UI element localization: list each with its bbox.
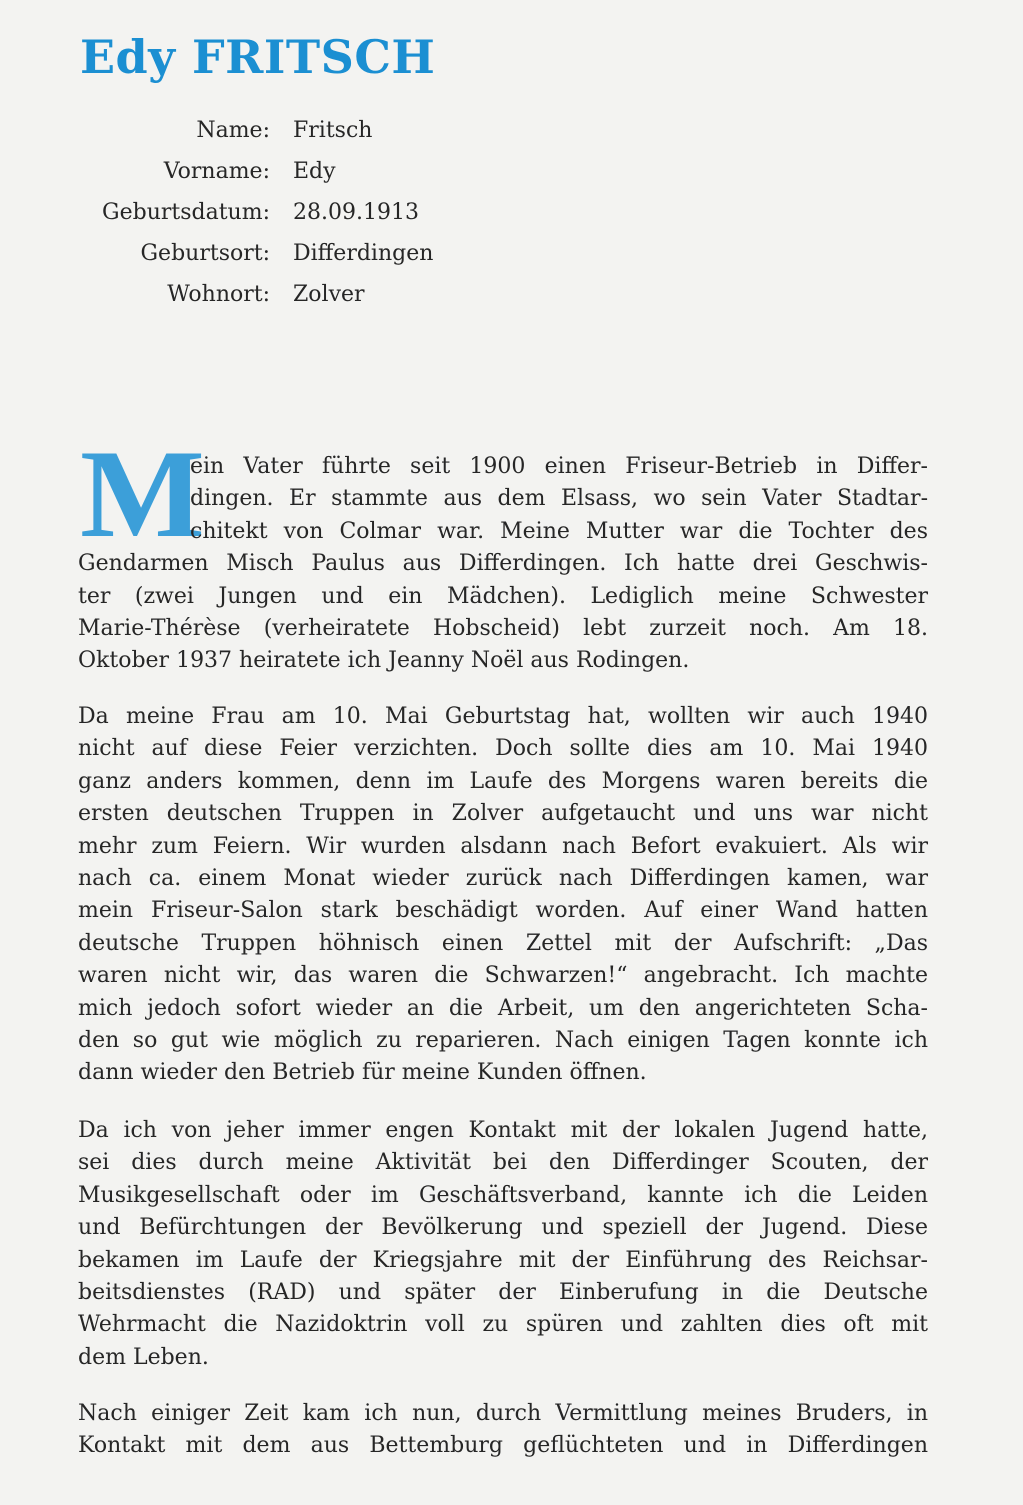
text-line: nicht auf diese Feier verzichten. Doch sollte dies am 10. Mai 1940 <box>78 736 928 762</box>
info-value: Zolver <box>293 282 365 307</box>
text-line: und Befürchtungen der Bevölkerung und speziell der Jugend. Diese <box>78 1215 928 1241</box>
info-label: Geburtsdatum: <box>102 200 270 225</box>
info-row <box>0 159 600 195</box>
drop-cap: M <box>80 425 205 564</box>
info-label: Vorname: <box>163 159 270 184</box>
text-line: Nach einiger Zeit kam ich nun, durch Vermittlung meines Bruders, in <box>78 1401 928 1426</box>
text-line: nach ca. einem Monat wieder zurück nach Differdingen kamen, war <box>78 866 928 891</box>
info-value: 28.09.1913 <box>293 200 419 225</box>
text-line: deutsche Truppen höhnisch einen Zettel mit der Aufschrift: „Das <box>78 930 928 956</box>
text-line: ersten deutschen Truppen in Zolver aufgetaucht und uns war nicht <box>78 801 928 827</box>
text-line: Wehrmacht die Nazidoktrin voll zu spüren und zahlten dies oft mit <box>78 1312 928 1338</box>
text-line: Da meine Frau am 10. Mai Geburtstag hat, wollten wir auch 1940 <box>78 704 928 729</box>
info-value: Differdingen <box>293 241 434 266</box>
text-line: chitekt von Colmar war. Meine Mutter war die Tochter des <box>190 518 928 544</box>
text-line: Da ich von jeher immer engen Kontakt mit der lokalen Jugend hatte, <box>78 1118 928 1143</box>
text-line: ein Vater führte seit 1900 einen Friseur-Betrieb in Differ- <box>190 454 928 479</box>
text-line: waren nicht wir, das waren die Schwarzen!“ angebracht. Ich machte <box>78 963 928 989</box>
info-row <box>0 118 600 154</box>
info-label: Geburtsort: <box>140 241 270 266</box>
text-line: dem Leben. <box>78 1344 209 1370</box>
text-line: sei dies durch meine Aktivität bei den Differdinger Scouten, der <box>78 1150 928 1176</box>
text-line: mehr zum Feiern. Wir wurden alsdann nach Befort evakuiert. Als wir <box>78 833 928 859</box>
text-line: Gendarmen Misch Paulus aus Differdingen. Ich hatte drei Geschwis- <box>78 551 928 577</box>
text-line: dingen. Er stammte aus dem Elsass, wo sein Vater Stadtar- <box>190 486 928 512</box>
text-line: mich jedoch sofort wieder an die Arbeit, um den angerichteten Scha- <box>78 995 928 1021</box>
info-row <box>0 241 600 277</box>
text-line: beitsdienstes (RAD) und später der Einberufung in die Deutsche <box>78 1280 928 1305</box>
info-label: Wohnort: <box>167 282 270 307</box>
info-value: Edy <box>293 159 336 184</box>
text-line: dann wieder den Betrieb für meine Kunden öffnen. <box>78 1060 647 1086</box>
text-line: Kontakt mit dem aus Bettemburg geflüchteten und in Differdingen <box>78 1433 928 1459</box>
text-line: Oktober 1937 heiratete ich Jeanny Noël aus Rodingen. <box>78 648 690 674</box>
text-line: den so gut wie möglich zu reparieren. Nach einigen Tagen konnte ich <box>78 1028 928 1053</box>
info-value: Fritsch <box>293 118 373 143</box>
text-line: Musikgesellschaft oder im Geschäftsverband, kannte ich die Leiden <box>78 1182 928 1208</box>
text-line: mein Friseur-Salon stark beschädigt worden. Auf einer Wand hatten <box>78 898 928 924</box>
info-label: Name: <box>196 118 270 143</box>
text-line: ganz anders kommen, denn im Laufe des Morgens waren bereits die <box>78 768 928 794</box>
info-row <box>0 200 600 236</box>
text-line: bekamen im Laufe der Kriegsjahre mit der Einführung des Reichsar- <box>78 1247 928 1273</box>
page-title: Edy FRITSCH <box>80 30 436 84</box>
text-line: Marie-Thérèse (verheiratete Hobscheid) lebt zurzeit noch. Am 18. <box>78 616 928 641</box>
text-line: ter (zwei Jungen und ein Mädchen). Lediglich meine Schwester <box>78 583 928 609</box>
info-row <box>0 282 600 318</box>
